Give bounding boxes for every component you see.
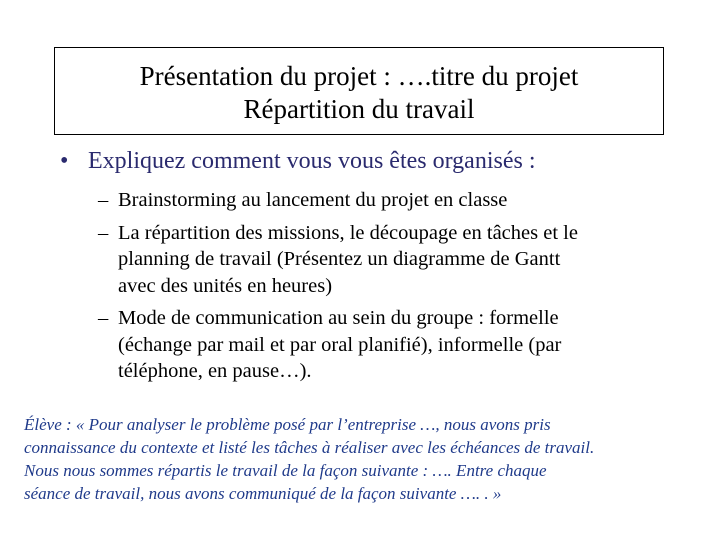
sub-bullet-text: La répartition des missions, le découpage en tâches et le	[118, 221, 578, 244]
student-quote-line: Élève : « Pour analyser le problème posé par l’entreprise …, nous avons pris	[24, 415, 551, 434]
sub-bullet-item-brainstorming	[98, 187, 688, 214]
sub-bullet-item-communication	[98, 305, 688, 385]
sub-bullet-text: Mode de communication au sein du groupe : formelle	[118, 307, 559, 329]
student-quote-line: séance de travail, nous avons communiqué de la façon suivante …. . »	[24, 484, 502, 503]
main-bullet-text: Expliquez comment vous vous êtes organisés :	[88, 148, 536, 174]
dash-icon: –	[98, 189, 109, 211]
slide-title-line-1: Présentation du projet : ….titre du projet	[139, 61, 579, 91]
sub-bullet-list	[98, 187, 688, 391]
sub-bullet-text: téléphone, en pause…).	[118, 360, 312, 382]
sub-bullet-text: avec des unités en heures)	[118, 274, 333, 297]
slide-title-box	[54, 47, 664, 135]
sub-bullet-item-repartition	[98, 220, 688, 300]
bullet-icon: •	[60, 148, 69, 174]
student-quote-line: connaissance du contexte et listé les tâches à réaliser avec les échéances de travail.	[24, 438, 595, 457]
student-quote	[24, 413, 714, 505]
sub-bullet-text: planning de travail (Présentez un diagramme de Gantt	[118, 248, 561, 270]
slide-title-line-2: Répartition du travail	[243, 94, 475, 124]
sub-bullet-text: (échange par mail et par oral planifié), informelle (par	[118, 333, 562, 356]
dash-icon: –	[98, 221, 109, 244]
dash-icon: –	[98, 307, 109, 329]
student-quote-line: Nous nous sommes répartis le travail de la façon suivante : …. Entre chaque	[24, 461, 547, 480]
main-bullet	[60, 146, 535, 176]
sub-bullet-text: Brainstorming au lancement du projet en classe	[118, 189, 508, 211]
